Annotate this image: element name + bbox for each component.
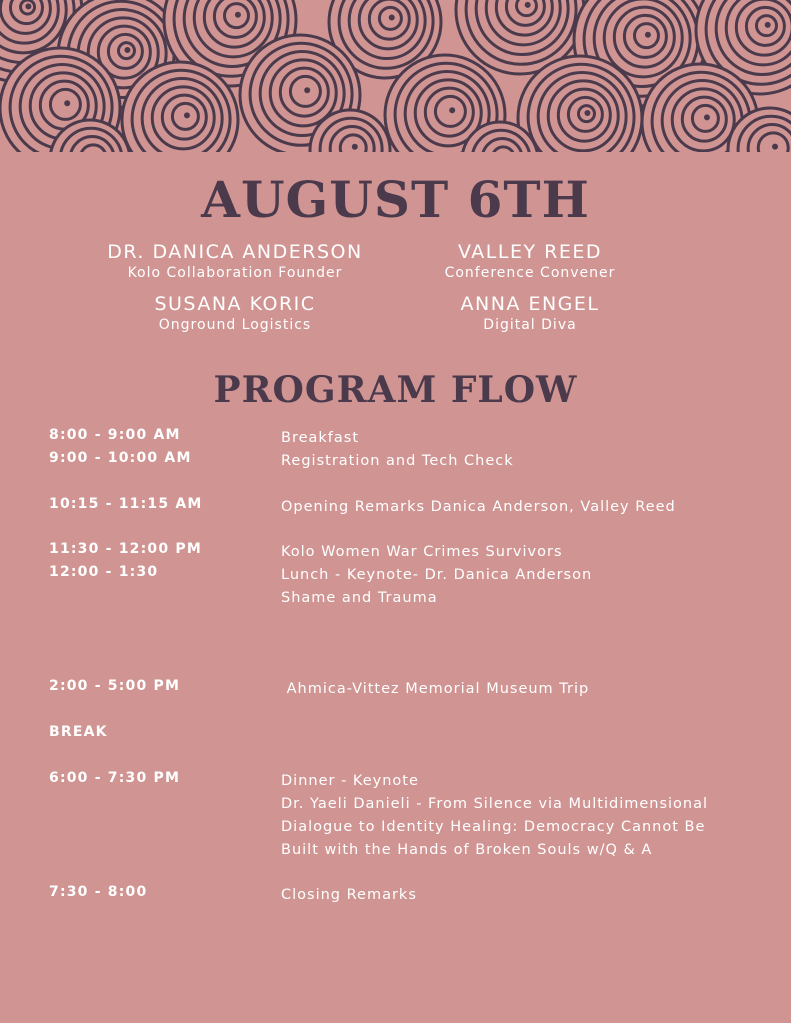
speaker-card-anna-engel bbox=[410, 292, 650, 335]
schedule-time: 8:00 - 9:00 AM bbox=[49, 427, 181, 443]
schedule-event-line: Closing Remarks bbox=[281, 887, 417, 903]
schedule-event-line: Breakfast bbox=[281, 430, 360, 446]
swirl-pattern-banner bbox=[0, 0, 791, 152]
schedule-event-line: Dialogue to Identity Healing: Democracy Cannot Be bbox=[281, 819, 706, 835]
program-heading: PROGRAM FLOW bbox=[213, 369, 578, 411]
schedule-event bbox=[281, 564, 771, 610]
schedule-event bbox=[281, 770, 771, 862]
speaker-name: SUSANA KORIC bbox=[154, 293, 316, 315]
schedule-event-line: Ahmica-Vittez Memorial Museum Trip bbox=[281, 681, 590, 697]
schedule-event bbox=[281, 450, 771, 473]
schedule-event-line: Built with the Hands of Broken Souls w/Q & A bbox=[281, 842, 653, 858]
schedule-event bbox=[281, 541, 771, 564]
schedule-event-line: Shame and Trauma bbox=[281, 590, 438, 606]
speaker-card-susana-koric bbox=[95, 292, 375, 335]
schedule-event-line: Dinner - Keynote bbox=[281, 773, 419, 789]
schedule-time: 10:15 - 11:15 AM bbox=[49, 496, 203, 512]
schedule-event bbox=[281, 884, 771, 907]
date-heading: AUGUST 6TH bbox=[201, 170, 590, 229]
schedule-event bbox=[281, 427, 771, 450]
schedule-event bbox=[281, 496, 771, 519]
speaker-name: ANNA ENGEL bbox=[460, 293, 600, 315]
schedule-event-line: Kolo Women War Crimes Survivors bbox=[281, 544, 563, 560]
schedule-event-line: Registration and Tech Check bbox=[281, 453, 514, 469]
speaker-role: Kolo Collaboration Founder bbox=[127, 265, 343, 281]
schedule-time: 2:00 - 5:00 PM bbox=[49, 678, 181, 694]
schedule-time: 6:00 - 7:30 PM bbox=[49, 770, 181, 786]
speaker-role: Digital Diva bbox=[483, 317, 577, 333]
schedule-time: BREAK bbox=[49, 724, 108, 740]
schedule-time: 7:30 - 8:00 bbox=[49, 884, 148, 900]
schedule-time: 9:00 - 10:00 AM bbox=[49, 450, 192, 466]
schedule-event bbox=[281, 678, 771, 701]
speaker-role: Conference Convener bbox=[444, 265, 616, 281]
speaker-role: Onground Logistics bbox=[158, 317, 312, 333]
schedule-event-line: Lunch - Keynote- Dr. Danica Anderson bbox=[281, 567, 593, 583]
schedule-event-line: Opening Remarks Danica Anderson, Valley Reed bbox=[281, 499, 676, 515]
speaker-name: DR. DANICA ANDERSON bbox=[107, 241, 363, 263]
speaker-card-danica-anderson bbox=[95, 240, 375, 283]
schedule-time: 11:30 - 12:00 PM bbox=[49, 541, 202, 557]
schedule-time: 12:00 - 1:30 bbox=[49, 564, 159, 580]
schedule-event-line: Dr. Yaeli Danieli - From Silence via Multidimensional bbox=[281, 796, 709, 812]
speaker-card-valley-reed bbox=[410, 240, 650, 283]
speaker-name: VALLEY REED bbox=[458, 241, 602, 263]
